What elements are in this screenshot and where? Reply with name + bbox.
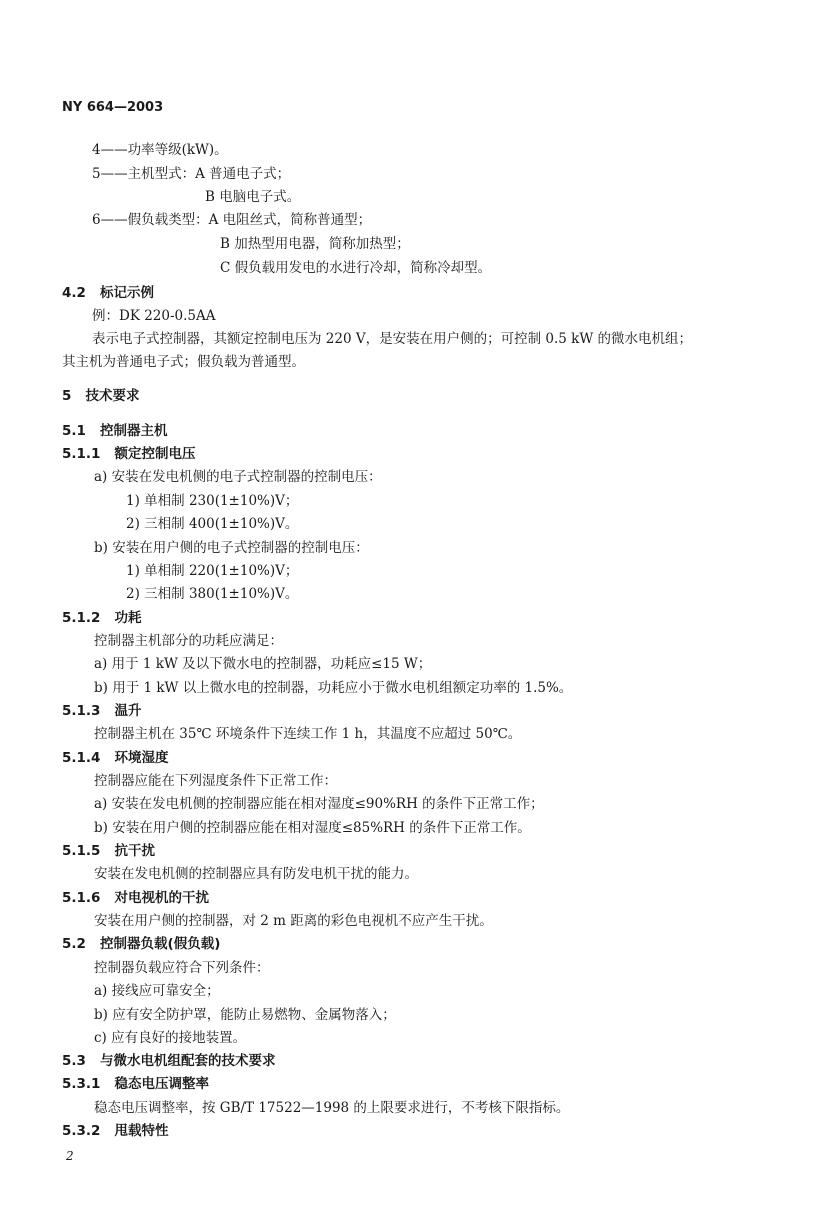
section-number: 5.1 (62, 423, 86, 439)
list-item: c) 应有良好的接地装置。 (94, 1030, 247, 1046)
section-heading-4-2 (62, 283, 154, 303)
section-title: 温升 (114, 703, 142, 719)
legend-item: 4——功率等级(kW)。 (92, 142, 228, 158)
legend-item: B 电脑电子式。 (205, 189, 301, 205)
section-number: 5.3.2 (62, 1123, 101, 1139)
paragraph: 控制器负载应符合下列条件： (94, 960, 270, 976)
section-title: 对电视机的干扰 (114, 890, 210, 906)
section-heading-5-3 (62, 1051, 276, 1071)
section-heading-5-1-1 (62, 444, 196, 464)
paragraph: 表示电子式控制器，其额定控制电压为 220 V，是安装在用户侧的；可控制 0.5 kW 的微水电机组； (92, 331, 692, 347)
list-item: a) 接线应可靠安全； (94, 983, 220, 999)
section-number: 4.2 (62, 285, 86, 301)
list-item: a) 安装在发电机侧的控制器应能在相对湿度≤90%RH 的条件下正常工作； (94, 796, 544, 812)
section-number: 5.1.4 (62, 750, 101, 766)
list-item: 1) 单相制 230(1±10%)V； (126, 493, 299, 509)
list-item: b) 用于 1 kW 以上微水电的控制器，功耗应小于微水电机组额定功率的 1.5%。 (94, 680, 573, 696)
section-number: 5.1.5 (62, 843, 101, 859)
list-item: 2) 三相制 380(1±10%)V。 (126, 586, 299, 602)
legend-item: C 假负载用发电的水进行冷却，简称冷却型。 (220, 260, 492, 276)
section-title: 技术要求 (85, 388, 140, 404)
section-number: 5.1.1 (62, 446, 101, 462)
legend-item: 5——主机型式：A 普通电子式； (92, 166, 291, 182)
section-heading-5-1-2 (62, 608, 142, 628)
section-title: 与微水电机组配套的技术要求 (100, 1053, 276, 1069)
paragraph: 控制器主机部分的功耗应满足： (94, 633, 283, 649)
list-item: 2) 三相制 400(1±10%)V。 (126, 516, 299, 532)
list-item: b) 应有安全防护罩，能防止易燃物、金属物落入； (94, 1007, 396, 1023)
section-title: 控制器负载(假负载) (100, 936, 221, 952)
paragraph: 控制器应能在下列湿度条件下正常工作： (94, 773, 337, 789)
section-heading-5-1 (62, 421, 168, 441)
paragraph: 安装在用户侧的控制器，对 2 m 距离的彩色电视机不应产生干扰。 (94, 913, 493, 929)
section-title: 甩载特性 (114, 1123, 169, 1139)
section-title: 环境湿度 (114, 750, 169, 766)
section-heading-5-1-3 (62, 701, 142, 721)
paragraph: 其主机为普通电子式；假负载为普通型。 (62, 354, 305, 370)
paragraph: 安装在发电机侧的控制器应具有防发电机干扰的能力。 (94, 866, 418, 882)
section-number: 5.1.3 (62, 703, 101, 719)
section-title: 标记示例 (100, 285, 155, 301)
section-title: 控制器主机 (100, 423, 168, 439)
section-title: 额定控制电压 (114, 446, 196, 462)
paragraph: 控制器主机在 35℃ 环境条件下连续工作 1 h，其温度不应超过 50℃。 (94, 726, 522, 742)
section-title: 稳态电压调整率 (114, 1076, 210, 1092)
section-number: 5.2 (62, 936, 86, 952)
section-number: 5.1.2 (62, 610, 101, 626)
section-number: 5.3.1 (62, 1076, 101, 1092)
list-item: a) 用于 1 kW 及以下微水电的控制器，功耗应≤15 W； (94, 656, 432, 672)
section-number: 5.1.6 (62, 890, 101, 906)
list-item: 1) 单相制 220(1±10%)V； (126, 563, 299, 579)
marking-example: 例：DK 220-0.5AA (92, 308, 216, 324)
page-number: 2 (66, 1149, 74, 1163)
legend-item: B 加热型用电器，简称加热型； (220, 236, 410, 252)
standard-number: NY 664—2003 (62, 100, 164, 115)
section-heading-5-1-4 (62, 748, 169, 768)
section-heading-5-1-5 (62, 841, 155, 861)
list-item: b) 安装在用户侧的电子式控制器的控制电压： (94, 540, 369, 556)
paragraph: 稳态电压调整率，按 GB/T 17522—1998 的上限要求进行，不考核下限指标。 (94, 1100, 570, 1116)
section-heading-5-3-1 (62, 1074, 209, 1094)
section-title: 抗干扰 (114, 843, 156, 859)
section-number: 5 (62, 388, 72, 404)
section-heading-5-2 (62, 934, 220, 954)
section-number: 5.3 (62, 1053, 86, 1069)
section-heading-5-3-2 (62, 1121, 169, 1141)
list-item: b) 安装在用户侧的控制器应能在相对湿度≤85%RH 的条件下正常工作。 (94, 820, 531, 836)
legend-item: 6——假负载类型：A 电阻丝式，简称普通型； (92, 212, 372, 228)
section-heading-5-1-6 (62, 888, 209, 908)
section-heading-5 (62, 386, 140, 406)
section-title: 功耗 (114, 610, 142, 626)
list-item: a) 安装在发电机侧的电子式控制器的控制电压： (94, 469, 382, 485)
